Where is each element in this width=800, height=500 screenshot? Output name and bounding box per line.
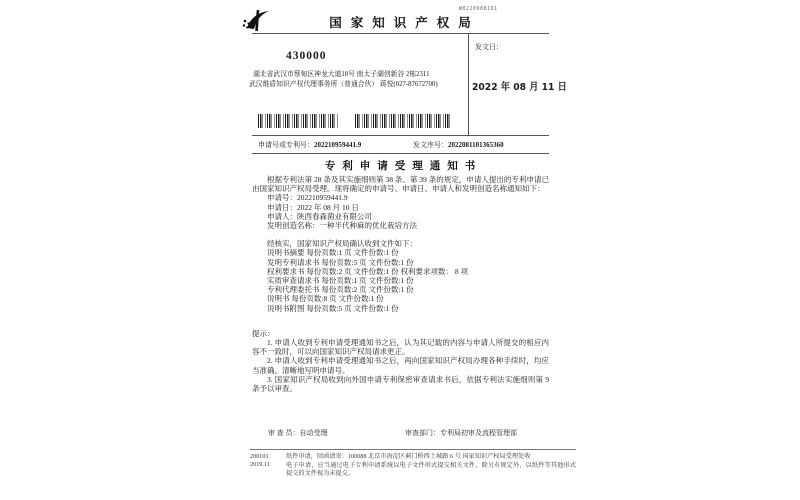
reference-row	[252, 140, 549, 152]
serial-number-label: 发文序号：	[413, 141, 448, 149]
received-files-section	[252, 239, 549, 313]
serial-number-value: 2022081101365360	[448, 141, 504, 149]
intro-paragraph: 根据专利法第 28 条及其实施细则第 38 条、第 39 条的规定，申请人提出的专利申请已由国家知识产权局受理。现将确定的申请号、申请日、申请人和发明创造名称通知如下：	[252, 175, 549, 194]
header-divider	[468, 33, 469, 135]
form-codes	[250, 453, 286, 479]
received-file-item: 说明书摘要 每份页数:1 页 文件份数:1 份	[267, 248, 399, 258]
field-applicant: 申请人：陕西春森菌业有限公司	[267, 211, 372, 221]
application-number-field	[258, 140, 361, 150]
barcode-serial-number	[355, 114, 450, 128]
examiner-label: 审 查 员：	[268, 429, 300, 437]
form-date: 2019.11	[250, 461, 270, 468]
received-file-item: 说明书 每份页数:8 页 文件份数:1 份	[267, 294, 384, 304]
signoff-row	[252, 428, 549, 440]
notice-title: 专利申请受理通知书	[324, 161, 483, 172]
department-field	[405, 428, 517, 438]
recipient-address: 湖北省武汉市蔡甸区神龙大道18号 南太子湖创新谷 2栋2311	[253, 71, 430, 78]
received-file-item: 说明书附图 每份页数:5 页 文件份数:1 份	[267, 303, 399, 313]
note-item: 2. 申请人收到专利申请受理通知书之后，再向国家知识产权局办理各种手续时，均应当准确、清晰地写明申请号。	[252, 356, 549, 375]
application-number-label: 申请号或专利号：	[258, 141, 314, 149]
footer	[250, 453, 576, 479]
field-invention-title: 发明创造名称：一种半代种麻的优化栽培方法	[267, 221, 417, 231]
notes-title: 提示：	[252, 328, 275, 338]
serial-number-field	[413, 140, 504, 150]
rule-below-reference-row	[252, 153, 549, 154]
field-application-date: 申请日：2022 年 08 月 10 日	[267, 202, 359, 212]
examiner-value: 自动受理	[299, 429, 328, 437]
received-file-item: 权利要求书 每份页数:2 页 文件份数:1 份 权利要求项数： 8 项	[267, 266, 469, 276]
examiner-field	[268, 428, 328, 438]
received-files-intro: 经核实，国家知识产权局确认收到文件如下：	[267, 239, 417, 249]
department-value: 专利局初审及流程管理部	[440, 429, 517, 437]
received-file-item: 专利代理委托书 每份页数:2 页 文件份数:1 份	[267, 285, 414, 295]
barcode-application-number	[258, 114, 339, 128]
header-rule	[252, 33, 549, 34]
footer-text	[286, 453, 576, 479]
application-number-value: 202210959441.9	[314, 141, 362, 149]
received-file-item: 实质审查请求书 每份页数:1 页 文件份数:1 份	[267, 276, 414, 286]
form-code: 200101	[250, 453, 269, 460]
received-file-item: 发明专利请求书 每份页数:5 页 文件份数:1 份	[267, 257, 414, 267]
recipient-agency: 武汉维盾知识产权代理事务所（普通合伙） 蒋悦(027-87672700)	[249, 81, 438, 88]
field-application-number: 申请号：202210959441.9	[267, 193, 348, 203]
footer-rule	[250, 449, 576, 450]
footer-paper-instruction: 纸件申请，回函请寄：100088 北京市海淀区蓟门桥西土城路 6 号 国家知识产权局受理处收	[286, 453, 531, 460]
dispatch-date-value: 2022 年 08 月 11 日	[472, 82, 567, 93]
department-label: 审查部门：	[405, 429, 440, 437]
note-item: 1. 申请人收到专利申请受理通知书之后，认为其记载的内容与申请人所提交的相应内容不一致时，可以向国家知识产权局请求更正。	[252, 338, 549, 357]
rule-above-reference-row	[252, 135, 549, 136]
notice-body	[252, 175, 549, 393]
footer-electronic-instruction: 电子申请，应当通过电子专利申请系统以电子文件形式提交相关文件，除另有规定外，以纸件等其他形式提交的文件视为未提交。	[286, 462, 576, 477]
postal-code: 430000	[286, 50, 327, 62]
notes-section	[252, 329, 549, 393]
org-title: 国家知识产权局	[329, 16, 480, 30]
note-item: 3. 国家知识产权局收到向外国申请专利保密审查请求书后，依据专利法实施细则第 9 条予以审查。	[252, 374, 549, 394]
print-code: W0220908101	[459, 6, 498, 12]
dispatch-date-label: 发文日：	[475, 43, 503, 51]
